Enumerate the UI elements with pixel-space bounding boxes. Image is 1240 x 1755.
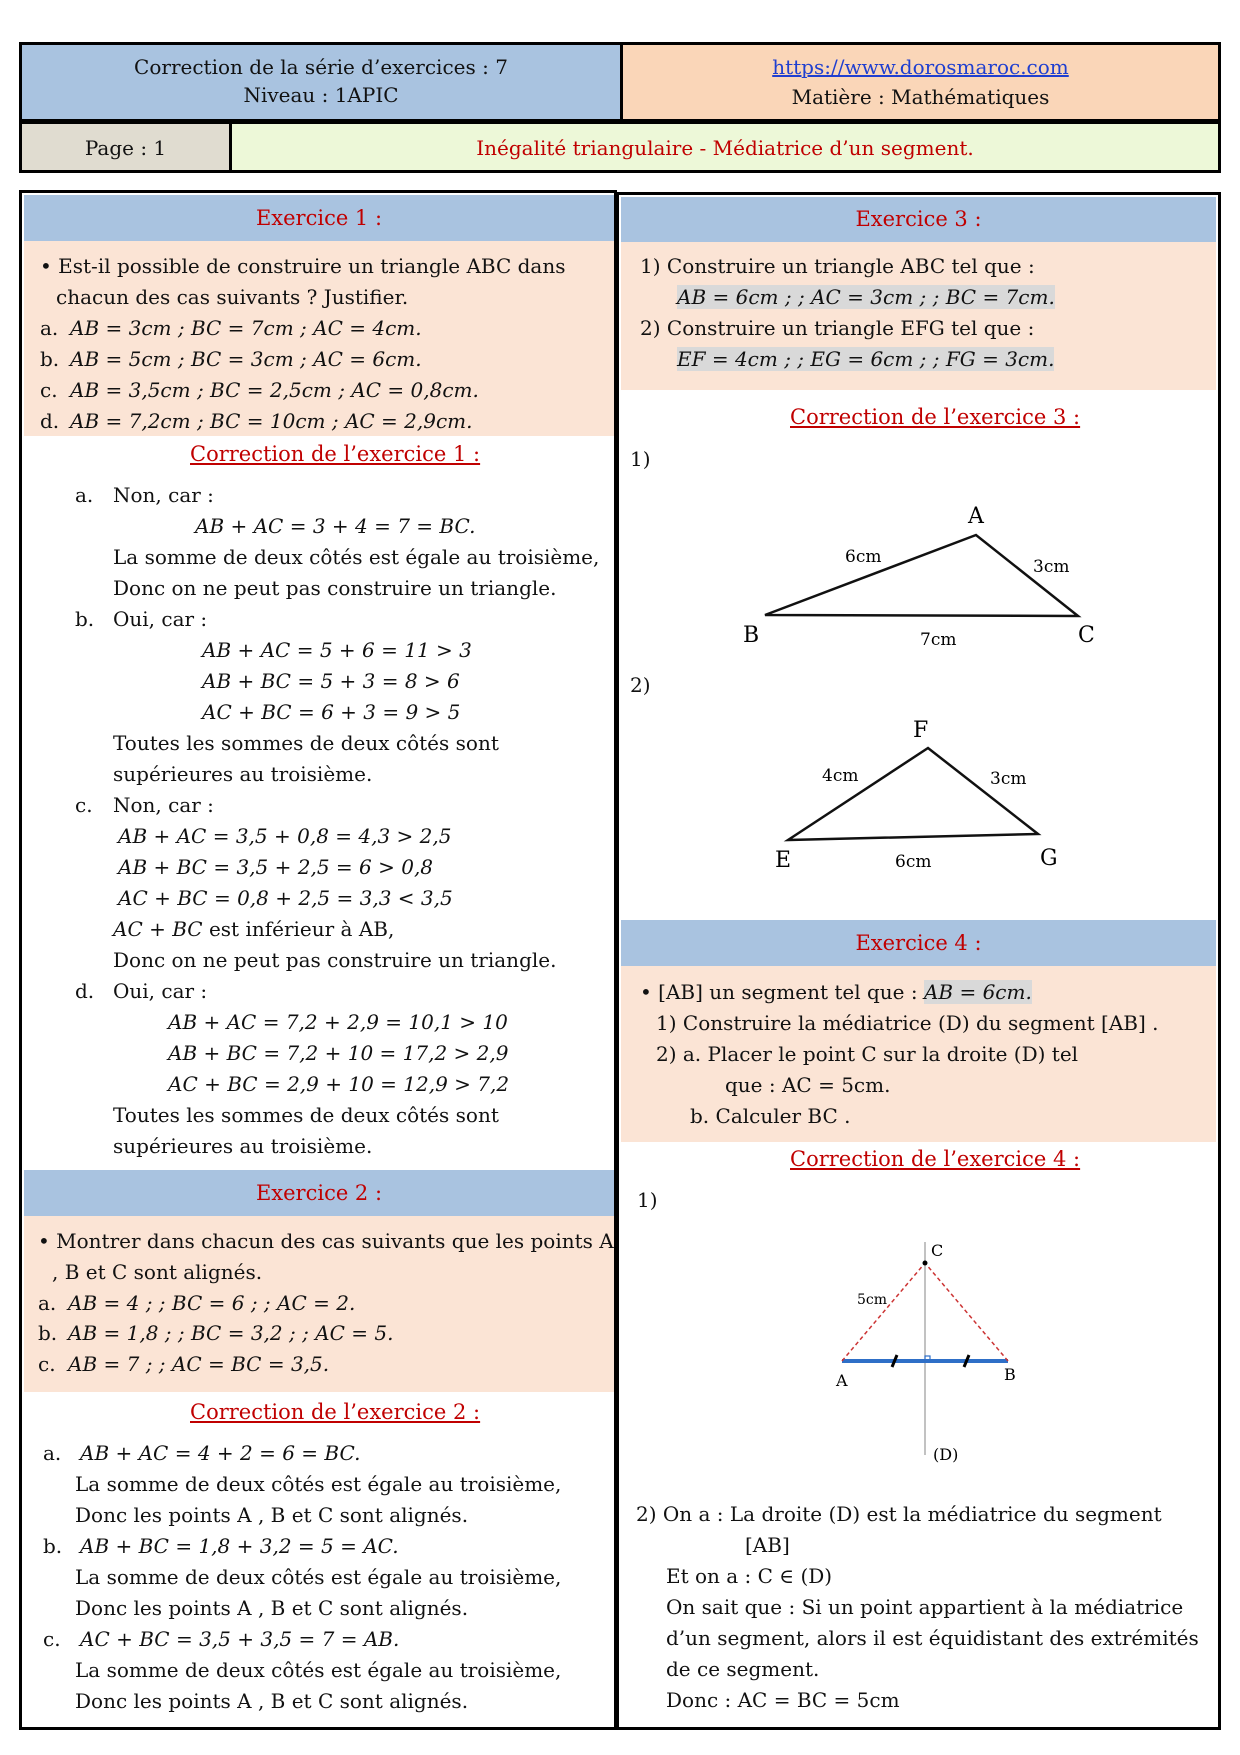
ex1-corr-a-intro: Non, car : xyxy=(113,483,214,507)
triangle-abc-vertex-b: B xyxy=(743,623,760,648)
label-c: C xyxy=(931,1241,944,1260)
ex1-title: Exercice 1 : xyxy=(255,206,383,230)
ex1-case-d-letter: d. xyxy=(40,409,60,433)
ex2-case-c: AB = 7 ; ; AC = BC = 3,5. xyxy=(68,1352,330,1376)
header-url-cell xyxy=(620,42,1221,122)
triangle-abc-vertex-c: C xyxy=(1078,623,1095,648)
ex1-corr-d-label: d. xyxy=(75,979,95,1003)
triangle-efg xyxy=(788,748,1038,840)
ex1-case-d: AB = 7,2cm ; BC = 10cm ; AC = 2,9cm. xyxy=(70,409,473,433)
ex2-corr-a-line2: Donc les points A , B et C sont alignés. xyxy=(75,1503,469,1527)
ex2-case-b: AB = 1,8 ; ; BC = 3,2 ; ; AC = 5. xyxy=(68,1321,394,1345)
ex3-correction-title: Correction de l’exercice 3 : xyxy=(790,405,1081,429)
ex3-figure1-number: 1) xyxy=(630,447,651,471)
ex4-solution-line1b: [AB] xyxy=(745,1533,790,1557)
ex1-corr-d-line1: Toutes les sommes de deux côtés sont xyxy=(113,1103,499,1127)
ex1-statement-line1: • Est-il possible de construire un triangle ABC dans xyxy=(40,254,566,278)
ex2-corr-a-label: a. xyxy=(43,1441,62,1465)
topic-cell xyxy=(229,121,1221,173)
label-b: B xyxy=(1004,1365,1016,1384)
triangle-efg-side-eg: 6cm xyxy=(895,852,932,872)
ex1-corr-c-line2: Donc on ne peut pas construire un triangle. xyxy=(113,948,557,972)
ex3-question1-data xyxy=(677,284,1055,310)
ex1-case-c-letter: c. xyxy=(40,378,58,402)
ex1-case-b: AB = 5cm ; BC = 3cm ; AC = 6cm. xyxy=(70,347,422,371)
ex4-line3: 2) a. Placer le point C sur la droite (D) tel xyxy=(656,1042,1079,1066)
triangle-efg-vertex-f: F xyxy=(913,718,929,743)
topic-title: Inégalité triangulaire - Médiatrice d’un segment. xyxy=(476,136,974,160)
ex1-case-a: AB = 3cm ; BC = 7cm ; AC = 4cm. xyxy=(70,316,422,340)
ex4-line1-text: • [AB] un segment tel que : xyxy=(640,980,924,1004)
ex3-question1-data-highlight: AB = 6cm ; ; AC = 3cm ; ; BC = 7cm. xyxy=(677,285,1055,309)
ex3-question1: 1) Construire un triangle ABC tel que : xyxy=(640,254,1035,278)
ex4-line1 xyxy=(640,979,1032,1005)
ex2-corr-b-line1: La somme de deux côtés est égale au troisième, xyxy=(75,1565,562,1589)
ex4-line1-highlight: AB = 6cm. xyxy=(923,980,1032,1004)
ex4-solution-line6: Donc : AC = BC = 5cm xyxy=(666,1688,900,1712)
triangle-abc-side-ac: 3cm xyxy=(1033,557,1070,577)
ex2-title: Exercice 2 : xyxy=(255,1181,383,1205)
ex1-corr-b-eq1: AB + AC = 5 + 6 = 11 > 3 xyxy=(202,638,472,662)
triangle-efg-side-fg: 3cm xyxy=(990,769,1027,789)
ex1-corr-c-label: c. xyxy=(75,793,93,817)
ex4-line2: 1) Construire la médiatrice (D) du segment [AB] . xyxy=(656,1011,1159,1035)
triangle-efg-figure xyxy=(700,710,1120,880)
ex2-case-a: AB = 4 ; ; BC = 6 ; ; AC = 2. xyxy=(68,1291,356,1315)
segment-bc xyxy=(925,1263,1008,1361)
ex2-statement-line2: , B et C sont alignés. xyxy=(52,1260,263,1284)
ex1-case-b-letter: b. xyxy=(40,347,60,371)
ex1-corr-d-eq2: AB + BC = 7,2 + 10 = 17,2 > 2,9 xyxy=(168,1041,509,1065)
ex1-statement-line2: chacun des cas suivants ? Justifier. xyxy=(56,285,409,309)
ex4-figure-number: 1) xyxy=(637,1188,658,1212)
ex1-corr-a-line1: La somme de deux côtés est égale au troisième, xyxy=(113,545,600,569)
subject-label: Matière : Mathématiques xyxy=(791,85,1050,109)
site-link[interactable]: https://www.dorosmaroc.com xyxy=(772,55,1069,79)
triangle-abc-figure xyxy=(700,490,1120,660)
ex1-corr-a-line2: Donc on ne peut pas construire un triangle. xyxy=(113,576,557,600)
ex2-corr-b-eq: AB + BC = 1,8 + 3,2 = 5 = AC. xyxy=(80,1534,399,1558)
page-cell xyxy=(19,121,232,173)
point-c xyxy=(923,1261,928,1266)
ex2-corr-c-line1: La somme de deux côtés est égale au troisième, xyxy=(75,1658,562,1682)
ex3-question2: 2) Construire un triangle EFG tel que : xyxy=(640,316,1035,340)
ex1-corr-c-intro: Non, car : xyxy=(113,793,214,817)
ex1-case-c: AB = 3,5cm ; BC = 2,5cm ; AC = 0,8cm. xyxy=(70,378,479,402)
ex3-figure2-number: 2) xyxy=(630,673,651,697)
ex4-solution-line2: Et on a : C ∈ (D) xyxy=(666,1564,833,1588)
ex4-solution-line3: On sait que : Si un point appartient à la médiatrice xyxy=(666,1595,1184,1619)
ex2-corr-c-line2: Donc les points A , B et C sont alignés. xyxy=(75,1689,469,1713)
ex1-correction-title: Correction de l’exercice 1 : xyxy=(190,442,481,466)
ex2-case-a-letter: a. xyxy=(38,1291,57,1315)
page-number: Page : 1 xyxy=(84,136,167,160)
ex1-corr-d-line2: supérieures au troisième. xyxy=(113,1134,373,1158)
ex1-corr-b-eq3: AC + BC = 6 + 3 = 9 > 5 xyxy=(202,700,461,724)
ex2-statement-line1: • Montrer dans chacun des cas suivants que les points A xyxy=(38,1229,614,1253)
ex1-corr-c-line1-math: AC + BC xyxy=(113,917,203,941)
ex2-corr-c-label: c. xyxy=(43,1627,61,1651)
ex1-corr-c-line1 xyxy=(113,916,394,942)
ex1-case-a-letter: a. xyxy=(40,316,59,340)
triangle-efg-vertex-g: G xyxy=(1040,846,1058,871)
ex2-case-c-letter: c. xyxy=(38,1352,56,1376)
ex2-corr-b-label: b. xyxy=(43,1534,63,1558)
ex1-corr-b-label: b. xyxy=(75,607,95,631)
ex1-corr-d-eq1: AB + AC = 7,2 + 2,9 = 10,1 > 10 xyxy=(168,1010,508,1034)
triangle-efg-vertex-e: E xyxy=(775,848,792,873)
ex2-corr-b-line2: Donc les points A , B et C sont alignés. xyxy=(75,1596,469,1620)
ex2-correction-title: Correction de l’exercice 2 : xyxy=(190,1400,481,1424)
ex1-corr-b-line2: supérieures au troisième. xyxy=(113,762,373,786)
series-title: Correction de la série d’exercices : 7 xyxy=(134,55,508,79)
label-a: A xyxy=(836,1371,848,1390)
triangle-abc xyxy=(765,535,1078,616)
mediatrice-figure xyxy=(800,1230,1060,1480)
ex4-line4: que : AC = 5cm. xyxy=(725,1073,891,1097)
ex4-correction-title: Correction de l’exercice 4 : xyxy=(790,1147,1081,1171)
ex3-title: Exercice 3 : xyxy=(855,207,982,231)
ex1-corr-d-eq3: AC + BC = 2,9 + 10 = 12,9 > 7,2 xyxy=(168,1072,510,1096)
triangle-abc-vertex-a: A xyxy=(968,504,984,529)
ex1-corr-c-line1-text: est inférieur à AB, xyxy=(202,917,395,941)
ex4-solution-line1: 2) On a : La droite (D) est la médiatrice du segment xyxy=(636,1502,1162,1526)
ex2-corr-a-line1: La somme de deux côtés est égale au troisième, xyxy=(75,1472,562,1496)
ex2-case-b-letter: b. xyxy=(38,1321,58,1345)
ex3-question2-data-highlight: EF = 4cm ; ; EG = 6cm ; ; FG = 3cm. xyxy=(677,347,1055,371)
ex2-corr-c-eq: AC + BC = 3,5 + 3,5 = 7 = AB. xyxy=(80,1627,400,1651)
segment-ac xyxy=(842,1263,925,1361)
ex4-title: Exercice 4 : xyxy=(855,931,982,955)
ex1-corr-c-eq3: AC + BC = 0,8 + 2,5 = 3,3 < 3,5 xyxy=(118,886,453,910)
label-d: (D) xyxy=(933,1445,959,1464)
ex4-line5: b. Calculer BC . xyxy=(690,1104,851,1128)
ex3-question2-data xyxy=(677,346,1054,372)
ex1-corr-a-eq: AB + AC = 3 + 4 = 7 = BC. xyxy=(195,514,476,538)
ex1-corr-b-intro: Oui, car : xyxy=(113,607,208,631)
ex1-corr-a-label: a. xyxy=(75,483,94,507)
ex4-solution-line5: de ce segment. xyxy=(666,1657,820,1681)
ex1-corr-c-eq2: AB + BC = 3,5 + 2,5 = 6 > 0,8 xyxy=(118,855,434,879)
triangle-abc-side-bc: 7cm xyxy=(920,630,957,650)
ex4-solution-line4: d’un segment, alors il est équidistant des extrémités xyxy=(666,1626,1199,1650)
triangle-abc-side-ab: 6cm xyxy=(845,547,882,567)
ex2-corr-a-eq: AB + AC = 4 + 2 = 6 = BC. xyxy=(80,1441,361,1465)
ex1-corr-b-eq2: AB + BC = 5 + 3 = 8 > 6 xyxy=(202,669,460,693)
ex1-corr-d-intro: Oui, car : xyxy=(113,979,208,1003)
ex1-corr-c-eq1: AB + AC = 3,5 + 0,8 = 4,3 > 2,5 xyxy=(118,824,452,848)
header-title-cell xyxy=(19,42,623,122)
level-label: Niveau : 1APIC xyxy=(243,83,399,107)
triangle-efg-side-ef: 4cm xyxy=(822,766,859,786)
label-ac-length: 5cm xyxy=(857,1292,888,1308)
ex1-corr-b-line1: Toutes les sommes de deux côtés sont xyxy=(113,731,499,755)
